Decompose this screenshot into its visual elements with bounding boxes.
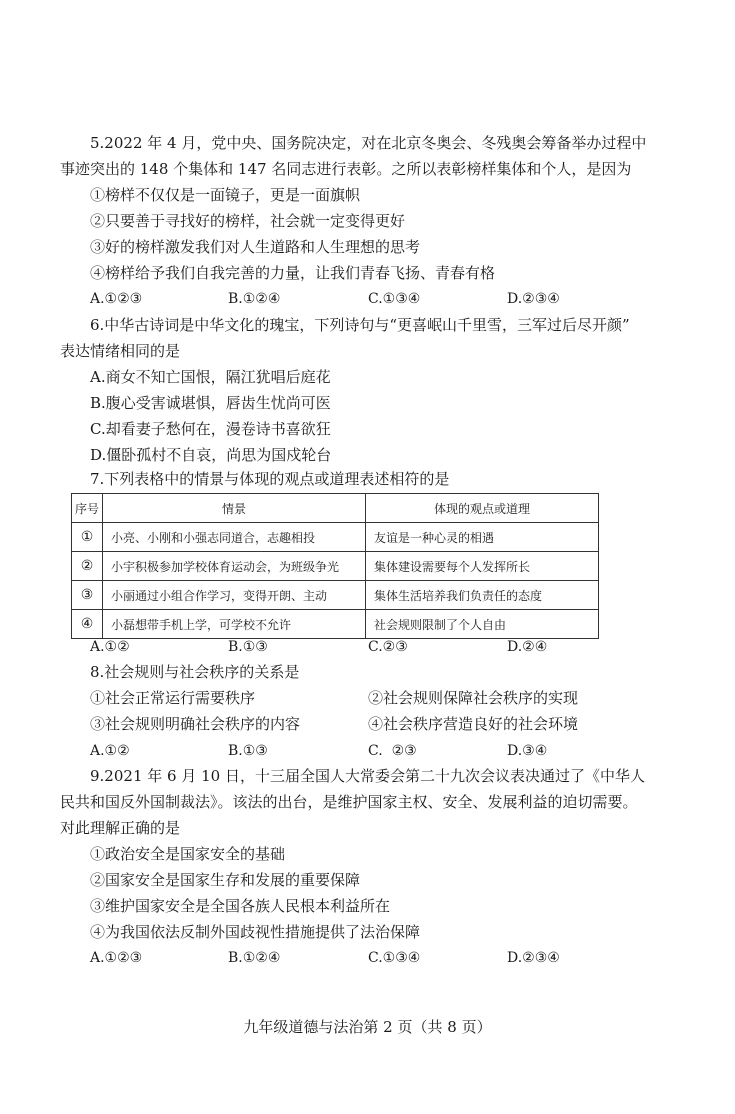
q6-option-a: A.商女不知亡国恨，隔江犹唱后庭花 <box>90 368 331 386</box>
q9-stem-line2: 民共和国反外国制裁法》。该法的出台，是维护国家主权、安全、发展利益的迫切需要。 <box>60 793 638 811</box>
q9-option-b: B.①②④ <box>228 950 281 966</box>
q6-option-d: D.僵卧孤村不自哀，尚思为国戍轮台 <box>90 446 332 464</box>
q9-option-d: D.②③④ <box>507 950 560 966</box>
q7-row-scenario: 小宇积极参加学校体育运动会，为班级争光 <box>103 552 366 581</box>
q8-option-d: D.③④ <box>507 743 548 759</box>
q9-item-1: ①政治安全是国家安全的基础 <box>90 845 286 863</box>
q8-stem: 8.社会规则与社会秩序的关系是 <box>90 663 300 681</box>
q7-row-viewpoint: 社会规则限制了个人自由 <box>366 610 599 639</box>
q9-option-a: A.①②③ <box>90 950 143 966</box>
q5-item-4: ④榜样给予我们自我完善的力量，让我们青春飞扬、青春有格 <box>90 264 496 282</box>
q7-table <box>71 493 599 639</box>
q7-row-viewpoint: 友谊是一种心灵的相遇 <box>366 523 599 552</box>
q7-header-scenario: 情景 <box>103 494 366 523</box>
q7-option-b: B.①③ <box>228 639 268 655</box>
q7-row-scenario: 小丽通过小组合作学习，变得开朗、主动 <box>103 581 366 610</box>
q5-stem-line1: 5.2022 年 4 月，党中央、国务院决定，对在北京冬奥会、冬残奥会筹备举办过程中 <box>90 134 647 152</box>
q7-row-scenario: 小磊想带手机上学，可学校不允许 <box>103 610 366 639</box>
q8-item-1: ①社会正常运行需要秩序 <box>90 689 256 707</box>
table-row <box>72 610 599 639</box>
q8-item-3: ③社会规则明确社会秩序的内容 <box>90 715 301 733</box>
table-row <box>72 581 599 610</box>
q7-header-number: 序号 <box>72 494 103 523</box>
q7-row-number: ② <box>72 552 103 581</box>
q5-option-a: A.①②③ <box>90 291 143 307</box>
q8-item-4: ④社会秩序营造良好的社会环境 <box>368 715 579 733</box>
q9-stem-line3: 对此理解正确的是 <box>60 819 181 837</box>
q7-row-number: ③ <box>72 581 103 610</box>
q8-item-2: ②社会规则保障社会秩序的实现 <box>368 689 579 707</box>
q7-option-a: A.①② <box>90 639 130 655</box>
q7-row-number: ④ <box>72 610 103 639</box>
q9-item-2: ②国家安全是国家生存和发展的重要保障 <box>90 871 361 889</box>
page-footer: 九年级道德与法治第 2 页（共 8 页） <box>243 1018 492 1036</box>
q9-stem-line1: 9.2021 年 6 月 10 日，十三届全国人大常委会第二十九次会议表决通过了《中华人 <box>90 767 645 785</box>
q9-item-4: ④为我国依法反制外国歧视性措施提供了法治保障 <box>90 923 421 941</box>
q7-row-viewpoint: 集体建设需要每个人发挥所长 <box>366 552 599 581</box>
q5-item-2: ②只要善于寻找好的榜样，社会就一定变得更好 <box>90 212 406 230</box>
q6-option-b: B.腹心受害诚堪惧，唇齿生忧尚可医 <box>90 394 331 412</box>
q6-stem-line2: 表达情绪相同的是 <box>60 342 181 360</box>
q8-option-c: C. ②③ <box>368 743 417 759</box>
q5-option-d: D.②③④ <box>507 291 560 307</box>
q5-stem-line2: 事迹突出的 148 个集体和 147 名同志进行表彰。之所以表彰榜样集体和个人，是因为 <box>60 160 632 178</box>
q5-option-c: C.①③④ <box>368 291 421 307</box>
q7-option-c: C.②③ <box>368 639 408 655</box>
q7-table-header <box>72 494 599 523</box>
q9-option-c: C.①③④ <box>368 950 421 966</box>
table-row <box>72 552 599 581</box>
q9-item-3: ③维护国家安全是全国各族人民根本利益所在 <box>90 897 391 915</box>
q5-item-3: ③好的榜样激发我们对人生道路和人生理想的思考 <box>90 238 421 256</box>
q8-option-b: B.①③ <box>228 743 268 759</box>
q6-option-c: C.却看妻子愁何在，漫卷诗书喜欲狂 <box>90 420 331 438</box>
q8-option-a: A.①② <box>90 743 130 759</box>
q7-row-scenario: 小亮、小刚和小强志同道合，志趣相投 <box>103 523 366 552</box>
q5-item-1: ①榜样不仅仅是一面镜子，更是一面旗帜 <box>90 186 361 204</box>
q5-option-b: B.①②④ <box>228 291 281 307</box>
q7-stem: 7.下列表格中的情景与体现的观点或道理表述相符的是 <box>90 470 450 488</box>
q7-header-viewpoint: 体现的观点或道理 <box>366 494 599 523</box>
q7-option-d: D.②④ <box>507 639 548 655</box>
q7-row-viewpoint: 集体生活培养我们负责任的态度 <box>366 581 599 610</box>
q7-row-number: ① <box>72 523 103 552</box>
table-row <box>72 523 599 552</box>
q6-stem-line1: 6.中华古诗词是中华文化的瑰宝，下列诗句与“更喜岷山千里雪，三军过后尽开颜” <box>90 316 630 334</box>
